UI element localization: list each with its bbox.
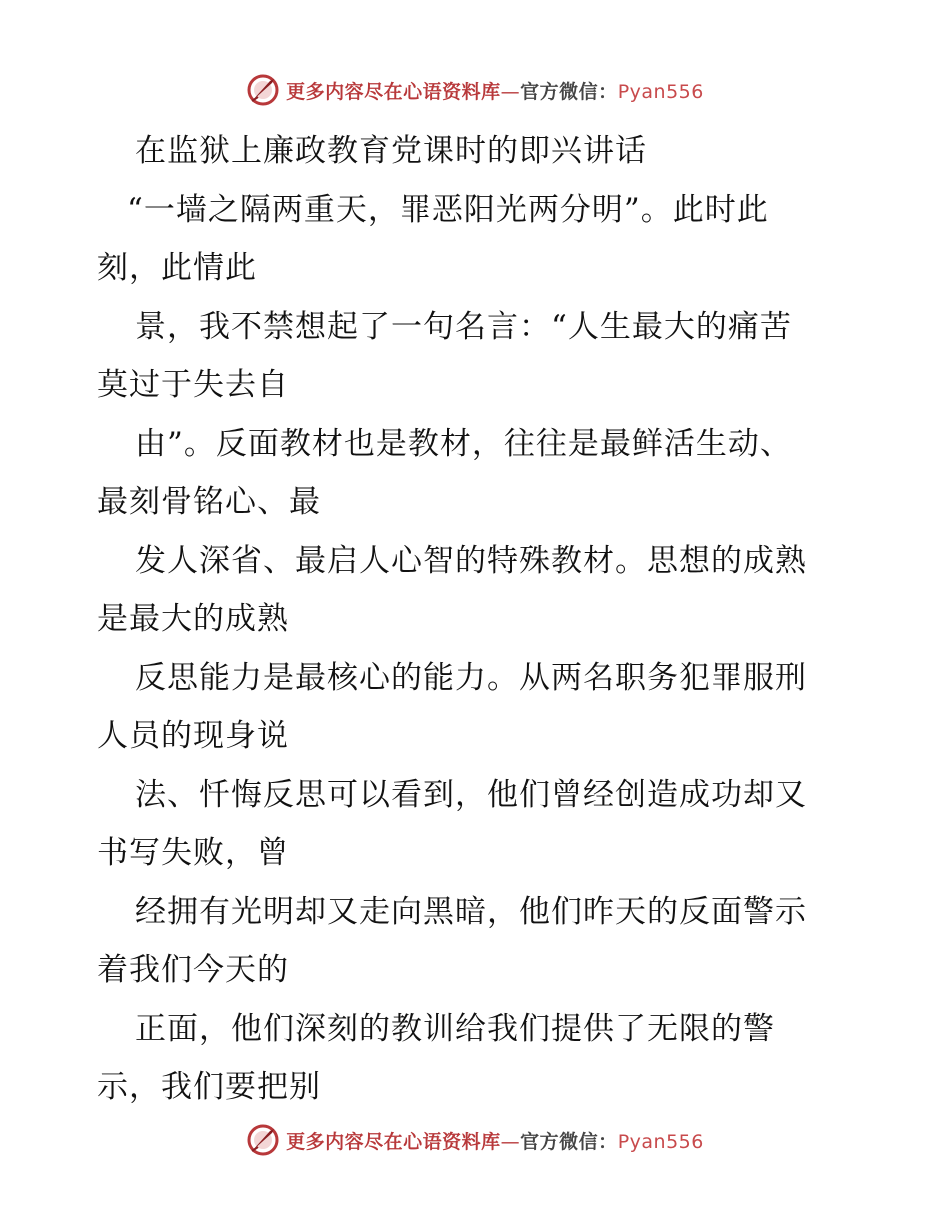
quill-seal-icon [246,1123,280,1157]
paragraph-line: 法、忏悔反思可以看到，他们曾经创造成功却又 [135,776,807,813]
paragraph-line: 景，我不禁想起了一句名言：“人生最大的痛苦 [135,308,792,345]
paragraph-line: 莫过于失去自 [97,367,289,403]
paragraph-line: 人员的现身说 [97,718,289,754]
paragraph-line: 着我们今天的 [97,952,289,988]
banner-text [286,77,704,104]
banner-text [286,1127,704,1154]
header-banner-inner [246,73,704,107]
paragraph-line: 由”。反面教材也是教材，往往是最鲜活生动、 [135,425,792,462]
banner-wechat-label: 官方微信： [520,80,618,103]
paragraph-line: 示，我们要把别 [97,1069,321,1105]
paragraph-line: 最刻骨铭心、最 [97,484,321,520]
banner-dash: — [500,1130,521,1153]
paragraph-line: 正面，他们深刻的教训给我们提供了无限的警 [135,1010,775,1047]
paragraph-line: 反思能力是最核心的能力。从两名职务犯罪服刑 [135,659,807,696]
document-title: 在监狱上廉政教育党课时的即兴讲话 [135,133,647,169]
banner-main-text: 更多内容尽在心语资料库 [286,80,501,103]
banner-wechat-handle: Pyan556 [617,80,704,103]
paragraph-line: “一墙之隔两重天，罪恶阳光两分明”。此时此 [127,191,769,228]
banner-dash: — [500,80,521,103]
footer-banner [0,1120,950,1160]
banner-wechat-handle: Pyan556 [617,1130,704,1153]
banner-main-text: 更多内容尽在心语资料库 [286,1130,501,1153]
document-body [97,122,857,1117]
paragraph-line: 书写失败，曾 [97,835,289,871]
header-banner [0,70,950,110]
paragraph-line: 是最大的成熟 [97,601,289,637]
banner-wechat-label: 官方微信： [520,1130,618,1153]
quill-seal-icon [246,73,280,107]
paragraph-line: 刻，此情此 [97,250,257,286]
paragraph-line: 发人深省、最启人心智的特殊教材。思想的成熟 [135,542,807,579]
footer-banner-inner [246,1123,704,1157]
paragraph-line: 经拥有光明却又走向黑暗，他们昨天的反面警示 [135,893,807,930]
